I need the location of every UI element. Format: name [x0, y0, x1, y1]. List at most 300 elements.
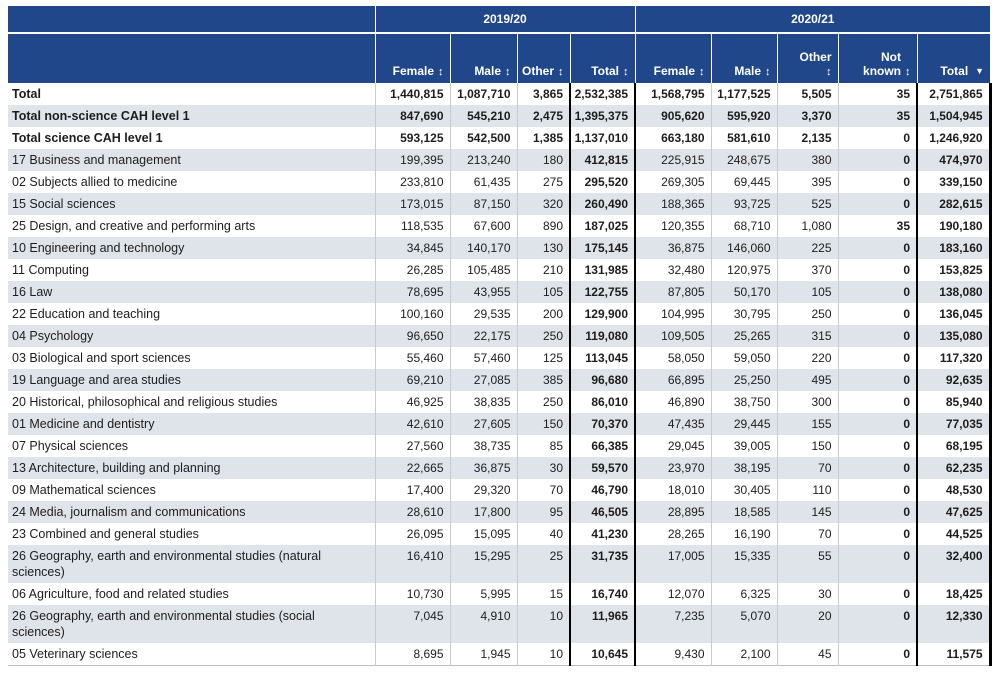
- cell-m1: 27,605: [450, 413, 517, 435]
- cell-t1: 113,045: [570, 347, 635, 369]
- cell-nk: 0: [838, 391, 917, 413]
- cell-m2: 248,675: [711, 149, 777, 171]
- cell-o1: 125: [517, 347, 570, 369]
- cell-m2: 30,405: [711, 479, 777, 501]
- cell-t2: 474,970: [917, 149, 990, 171]
- cell-f1: 16,410: [375, 545, 450, 583]
- cell-t1: 175,145: [570, 237, 635, 259]
- cell-f2: 7,235: [635, 605, 711, 643]
- cell-t2: 117,320: [917, 347, 990, 369]
- row-label: 20 Historical, philosophical and religious studies: [8, 391, 375, 413]
- table-row: [8, 545, 990, 583]
- table-row: [8, 391, 990, 413]
- cell-o1: 130: [517, 237, 570, 259]
- corner-cell: [8, 33, 375, 83]
- column-header-o1[interactable]: [517, 33, 570, 83]
- cell-o2: 5,505: [777, 83, 838, 105]
- row-label: 17 Business and management: [8, 149, 375, 171]
- cell-f1: 233,810: [375, 171, 450, 193]
- cell-o1: 210: [517, 259, 570, 281]
- cell-m1: 38,735: [450, 435, 517, 457]
- cell-f1: 8,695: [375, 643, 450, 666]
- cell-nk: 0: [838, 193, 917, 215]
- cell-f1: 118,535: [375, 215, 450, 237]
- cell-o1: 385: [517, 369, 570, 391]
- cell-f2: 104,995: [635, 303, 711, 325]
- cell-f2: 12,070: [635, 583, 711, 605]
- cell-t2: 92,635: [917, 369, 990, 391]
- cell-f2: 1,568,795: [635, 83, 711, 105]
- cell-o1: 25: [517, 545, 570, 583]
- cell-o1: 150: [517, 413, 570, 435]
- table-row: [8, 237, 990, 259]
- cell-f1: 46,925: [375, 391, 450, 413]
- cell-t2: 18,425: [917, 583, 990, 605]
- table-row: [8, 281, 990, 303]
- cell-m1: 67,600: [450, 215, 517, 237]
- table-row: [8, 643, 990, 666]
- cell-nk: 0: [838, 457, 917, 479]
- cell-o2: 150: [777, 435, 838, 457]
- cell-f2: 58,050: [635, 347, 711, 369]
- cell-t2: 1,246,920: [917, 127, 990, 149]
- cell-f2: 188,365: [635, 193, 711, 215]
- cell-m1: 105,485: [450, 259, 517, 281]
- cell-t2: 135,080: [917, 325, 990, 347]
- table-row: [8, 523, 990, 545]
- cell-m2: 38,750: [711, 391, 777, 413]
- cell-m1: 87,150: [450, 193, 517, 215]
- row-label: 05 Veterinary sciences: [8, 643, 375, 666]
- cell-nk: 0: [838, 127, 917, 149]
- column-header-label: Not known: [863, 50, 902, 78]
- cell-t2: 11,575: [917, 643, 990, 666]
- cell-m1: 15,295: [450, 545, 517, 583]
- cell-f2: 9,430: [635, 643, 711, 666]
- cell-o2: 380: [777, 149, 838, 171]
- cell-m1: 36,875: [450, 457, 517, 479]
- year-group-header-2019-20: 2019/20: [375, 6, 635, 33]
- cell-nk: 0: [838, 605, 917, 643]
- cell-o2: 70: [777, 523, 838, 545]
- cell-o2: 45: [777, 643, 838, 666]
- cell-m2: 595,920: [711, 105, 777, 127]
- cell-o2: 20: [777, 605, 838, 643]
- cell-m2: 16,190: [711, 523, 777, 545]
- cell-o1: 2,475: [517, 105, 570, 127]
- cell-t1: 260,490: [570, 193, 635, 215]
- cell-f1: 69,210: [375, 369, 450, 391]
- column-header-o2[interactable]: [777, 33, 838, 83]
- cell-t1: 119,080: [570, 325, 635, 347]
- cell-t2: 47,625: [917, 501, 990, 523]
- cell-m2: 1,177,525: [711, 83, 777, 105]
- column-header-m1[interactable]: [450, 33, 517, 83]
- row-label: 15 Social sciences: [8, 193, 375, 215]
- cell-nk: 0: [838, 303, 917, 325]
- row-label: 06 Agriculture, food and related studies: [8, 583, 375, 605]
- sort-updown-icon: ↕: [623, 66, 629, 78]
- cell-f2: 32,480: [635, 259, 711, 281]
- cell-f1: 1,440,815: [375, 83, 450, 105]
- sort-updown-icon: ↕: [699, 66, 705, 78]
- cell-o1: 1,385: [517, 127, 570, 149]
- cell-t1: 1,395,375: [570, 105, 635, 127]
- cell-o1: 180: [517, 149, 570, 171]
- cell-o2: 315: [777, 325, 838, 347]
- cell-o1: 105: [517, 281, 570, 303]
- column-header-label: Total: [591, 64, 620, 78]
- cell-t1: 122,755: [570, 281, 635, 303]
- cell-f1: 847,690: [375, 105, 450, 127]
- cell-t2: 12,330: [917, 605, 990, 643]
- cell-f2: 29,045: [635, 435, 711, 457]
- table-header: [8, 6, 990, 83]
- row-label: 26 Geography, earth and environmental studies (social sciences): [8, 605, 375, 643]
- cell-t1: 46,790: [570, 479, 635, 501]
- cell-m2: 15,335: [711, 545, 777, 583]
- cell-f1: 34,845: [375, 237, 450, 259]
- cell-t2: 153,825: [917, 259, 990, 281]
- row-label: 23 Combined and general studies: [8, 523, 375, 545]
- table-row: [8, 303, 990, 325]
- cell-t2: 138,080: [917, 281, 990, 303]
- column-header-label: Other: [521, 64, 554, 78]
- row-label: Total: [8, 83, 375, 105]
- table-row: [8, 501, 990, 523]
- column-header-label: Female: [392, 64, 434, 78]
- cell-t1: 16,740: [570, 583, 635, 605]
- cell-o2: 3,370: [777, 105, 838, 127]
- cell-o1: 250: [517, 391, 570, 413]
- cell-nk: 35: [838, 215, 917, 237]
- row-label: 25 Design, and creative and performing arts: [8, 215, 375, 237]
- table-row: [8, 259, 990, 281]
- cell-m2: 2,100: [711, 643, 777, 666]
- row-label: 10 Engineering and technology: [8, 237, 375, 259]
- cell-o2: 225: [777, 237, 838, 259]
- cell-m2: 30,795: [711, 303, 777, 325]
- cell-nk: 0: [838, 259, 917, 281]
- cell-m2: 93,725: [711, 193, 777, 215]
- cell-m1: 1,945: [450, 643, 517, 666]
- cell-nk: 0: [838, 237, 917, 259]
- cell-f1: 10,730: [375, 583, 450, 605]
- cell-o2: 105: [777, 281, 838, 303]
- cell-o1: 40: [517, 523, 570, 545]
- cell-nk: 0: [838, 501, 917, 523]
- cell-m2: 120,975: [711, 259, 777, 281]
- cell-nk: 0: [838, 325, 917, 347]
- cell-nk: 0: [838, 583, 917, 605]
- cell-m1: 15,095: [450, 523, 517, 545]
- cell-o2: 145: [777, 501, 838, 523]
- cell-f1: 27,560: [375, 435, 450, 457]
- cell-t2: 68,195: [917, 435, 990, 457]
- cell-o2: 395: [777, 171, 838, 193]
- cell-nk: 0: [838, 479, 917, 501]
- cell-t2: 1,504,945: [917, 105, 990, 127]
- cell-m1: 17,800: [450, 501, 517, 523]
- cell-m1: 542,500: [450, 127, 517, 149]
- table-row: [8, 325, 990, 347]
- cell-nk: 0: [838, 149, 917, 171]
- cell-f2: 28,895: [635, 501, 711, 523]
- sort-updown-icon: ↕: [905, 66, 911, 78]
- row-label: 09 Mathematical sciences: [8, 479, 375, 501]
- sort-updown-icon: ↕: [438, 66, 444, 78]
- cell-f1: 17,400: [375, 479, 450, 501]
- cell-t1: 187,025: [570, 215, 635, 237]
- cell-f1: 26,095: [375, 523, 450, 545]
- table-row: [8, 435, 990, 457]
- cell-m2: 25,250: [711, 369, 777, 391]
- cell-m1: 5,995: [450, 583, 517, 605]
- row-label: 03 Biological and sport sciences: [8, 347, 375, 369]
- cell-m2: 39,005: [711, 435, 777, 457]
- cell-f2: 23,970: [635, 457, 711, 479]
- row-label: 22 Education and teaching: [8, 303, 375, 325]
- cell-t1: 1,137,010: [570, 127, 635, 149]
- sort-descending-icon: ▼: [975, 66, 985, 76]
- cell-o2: 155: [777, 413, 838, 435]
- cell-t2: 339,150: [917, 171, 990, 193]
- row-label: 11 Computing: [8, 259, 375, 281]
- cell-nk: 0: [838, 523, 917, 545]
- cell-o1: 70: [517, 479, 570, 501]
- cell-f2: 17,005: [635, 545, 711, 583]
- table-row: [8, 369, 990, 391]
- cell-m1: 545,210: [450, 105, 517, 127]
- row-label: 02 Subjects allied to medicine: [8, 171, 375, 193]
- cell-t2: 2,751,865: [917, 83, 990, 105]
- cell-t2: 183,160: [917, 237, 990, 259]
- cell-nk: 0: [838, 281, 917, 303]
- corner-cell: [8, 6, 375, 33]
- table-row: [8, 413, 990, 435]
- cell-t2: 62,235: [917, 457, 990, 479]
- cell-o1: 275: [517, 171, 570, 193]
- table-row: [8, 105, 990, 127]
- row-label: 16 Law: [8, 281, 375, 303]
- column-header-label: Female: [653, 64, 696, 78]
- cell-t2: 32,400: [917, 545, 990, 583]
- cell-o2: 70: [777, 457, 838, 479]
- column-header-f1[interactable]: [375, 33, 450, 83]
- cell-o1: 320: [517, 193, 570, 215]
- table-body: [8, 83, 990, 666]
- cell-t1: 86,010: [570, 391, 635, 413]
- cell-f1: 28,610: [375, 501, 450, 523]
- cell-f2: 28,265: [635, 523, 711, 545]
- cell-f1: 55,460: [375, 347, 450, 369]
- cell-m2: 25,265: [711, 325, 777, 347]
- row-label: 24 Media, journalism and communications: [8, 501, 375, 523]
- cell-f2: 66,895: [635, 369, 711, 391]
- cell-m2: 146,060: [711, 237, 777, 259]
- column-header-f2[interactable]: [635, 33, 711, 83]
- cell-m1: 43,955: [450, 281, 517, 303]
- row-label: Total science CAH level 1: [8, 127, 375, 149]
- cell-f2: 225,915: [635, 149, 711, 171]
- table-row: [8, 149, 990, 171]
- cell-nk: 0: [838, 435, 917, 457]
- cell-t2: 48,530: [917, 479, 990, 501]
- cell-t1: 11,965: [570, 605, 635, 643]
- cell-m1: 4,910: [450, 605, 517, 643]
- cell-t1: 412,815: [570, 149, 635, 171]
- cell-m1: 61,435: [450, 171, 517, 193]
- cell-m1: 29,535: [450, 303, 517, 325]
- table-row: [8, 457, 990, 479]
- cell-o2: 1,080: [777, 215, 838, 237]
- cell-t1: 2,532,385: [570, 83, 635, 105]
- row-label: 26 Geography, earth and environmental studies (natural sciences): [8, 545, 375, 583]
- year-group-header-2020-21: 2020/21: [635, 6, 990, 33]
- cell-f2: 663,180: [635, 127, 711, 149]
- cell-m1: 22,175: [450, 325, 517, 347]
- cell-t1: 129,900: [570, 303, 635, 325]
- table-row: [8, 127, 990, 149]
- column-header-label: Male: [734, 64, 762, 78]
- cell-o2: 2,135: [777, 127, 838, 149]
- cell-nk: 0: [838, 347, 917, 369]
- row-label: 19 Language and area studies: [8, 369, 375, 391]
- cell-m1: 213,240: [450, 149, 517, 171]
- cell-f1: 22,665: [375, 457, 450, 479]
- cell-o1: 10: [517, 605, 570, 643]
- cell-f1: 173,015: [375, 193, 450, 215]
- column-header-label: Total: [940, 64, 969, 78]
- table-row: [8, 583, 990, 605]
- cell-nk: 35: [838, 105, 917, 127]
- cell-o1: 3,865: [517, 83, 570, 105]
- cell-m1: 57,460: [450, 347, 517, 369]
- column-header-nk[interactable]: [838, 33, 917, 83]
- cell-o1: 200: [517, 303, 570, 325]
- cell-f1: 199,395: [375, 149, 450, 171]
- cell-f2: 120,355: [635, 215, 711, 237]
- cell-f2: 47,435: [635, 413, 711, 435]
- table-row: [8, 83, 990, 105]
- cell-t2: 136,045: [917, 303, 990, 325]
- cell-m2: 68,710: [711, 215, 777, 237]
- cell-o1: 15: [517, 583, 570, 605]
- cell-o2: 110: [777, 479, 838, 501]
- cell-nk: 0: [838, 413, 917, 435]
- row-label: Total non-science CAH level 1: [8, 105, 375, 127]
- cell-f2: 87,805: [635, 281, 711, 303]
- cell-f2: 269,305: [635, 171, 711, 193]
- table-row: [8, 479, 990, 501]
- cell-f2: 46,890: [635, 391, 711, 413]
- cell-f2: 36,875: [635, 237, 711, 259]
- cell-o1: 95: [517, 501, 570, 523]
- cell-m1: 29,320: [450, 479, 517, 501]
- row-label: 04 Psychology: [8, 325, 375, 347]
- cell-t2: 85,940: [917, 391, 990, 413]
- cell-t1: 31,735: [570, 545, 635, 583]
- cell-f1: 78,695: [375, 281, 450, 303]
- cell-o1: 250: [517, 325, 570, 347]
- row-label: 01 Medicine and dentistry: [8, 413, 375, 435]
- table-row: [8, 215, 990, 237]
- sort-updown-icon: ↕: [765, 66, 771, 78]
- cell-m2: 5,070: [711, 605, 777, 643]
- cell-nk: 0: [838, 171, 917, 193]
- cell-o2: 495: [777, 369, 838, 391]
- cell-t1: 41,230: [570, 523, 635, 545]
- column-header-label: Male: [474, 64, 501, 78]
- cell-f1: 26,285: [375, 259, 450, 281]
- cell-o2: 55: [777, 545, 838, 583]
- cell-t1: 66,385: [570, 435, 635, 457]
- cell-m1: 38,835: [450, 391, 517, 413]
- cell-o2: 220: [777, 347, 838, 369]
- cell-m1: 1,087,710: [450, 83, 517, 105]
- cell-nk: 35: [838, 83, 917, 105]
- cell-o2: 30: [777, 583, 838, 605]
- cell-m1: 140,170: [450, 237, 517, 259]
- cell-f1: 593,125: [375, 127, 450, 149]
- cell-t1: 59,570: [570, 457, 635, 479]
- cell-t2: 282,615: [917, 193, 990, 215]
- cell-f2: 905,620: [635, 105, 711, 127]
- cell-f1: 96,650: [375, 325, 450, 347]
- column-header-t1[interactable]: [570, 33, 635, 83]
- cell-nk: 0: [838, 545, 917, 583]
- cell-o2: 525: [777, 193, 838, 215]
- cell-f1: 42,610: [375, 413, 450, 435]
- cell-o2: 250: [777, 303, 838, 325]
- cell-m2: 18,585: [711, 501, 777, 523]
- table-row: [8, 171, 990, 193]
- cell-m2: 6,325: [711, 583, 777, 605]
- cell-o1: 85: [517, 435, 570, 457]
- cell-t2: 44,525: [917, 523, 990, 545]
- cell-t1: 46,505: [570, 501, 635, 523]
- row-label: 07 Physical sciences: [8, 435, 375, 457]
- sort-updown-icon: ↕: [826, 66, 832, 78]
- cell-t1: 70,370: [570, 413, 635, 435]
- cell-t1: 131,985: [570, 259, 635, 281]
- sort-updown-icon: ↕: [505, 66, 511, 78]
- cell-o2: 300: [777, 391, 838, 413]
- table-row: [8, 193, 990, 215]
- cell-f2: 18,010: [635, 479, 711, 501]
- cell-t1: 295,520: [570, 171, 635, 193]
- cell-t1: 96,680: [570, 369, 635, 391]
- cell-o2: 370: [777, 259, 838, 281]
- cell-m2: 38,195: [711, 457, 777, 479]
- cell-nk: 0: [838, 643, 917, 666]
- cell-m2: 581,610: [711, 127, 777, 149]
- sort-updown-icon: ↕: [558, 66, 564, 78]
- cell-o1: 30: [517, 457, 570, 479]
- cell-m1: 27,085: [450, 369, 517, 391]
- cell-f1: 7,045: [375, 605, 450, 643]
- cell-t1: 10,645: [570, 643, 635, 666]
- cell-t2: 77,035: [917, 413, 990, 435]
- column-header-m2[interactable]: [711, 33, 777, 83]
- cell-m2: 59,050: [711, 347, 777, 369]
- column-header-t2[interactable]: [917, 33, 990, 83]
- column-header-label: Other: [799, 50, 832, 64]
- cell-o1: 10: [517, 643, 570, 666]
- cell-o1: 890: [517, 215, 570, 237]
- cell-m2: 29,445: [711, 413, 777, 435]
- cell-m2: 50,170: [711, 281, 777, 303]
